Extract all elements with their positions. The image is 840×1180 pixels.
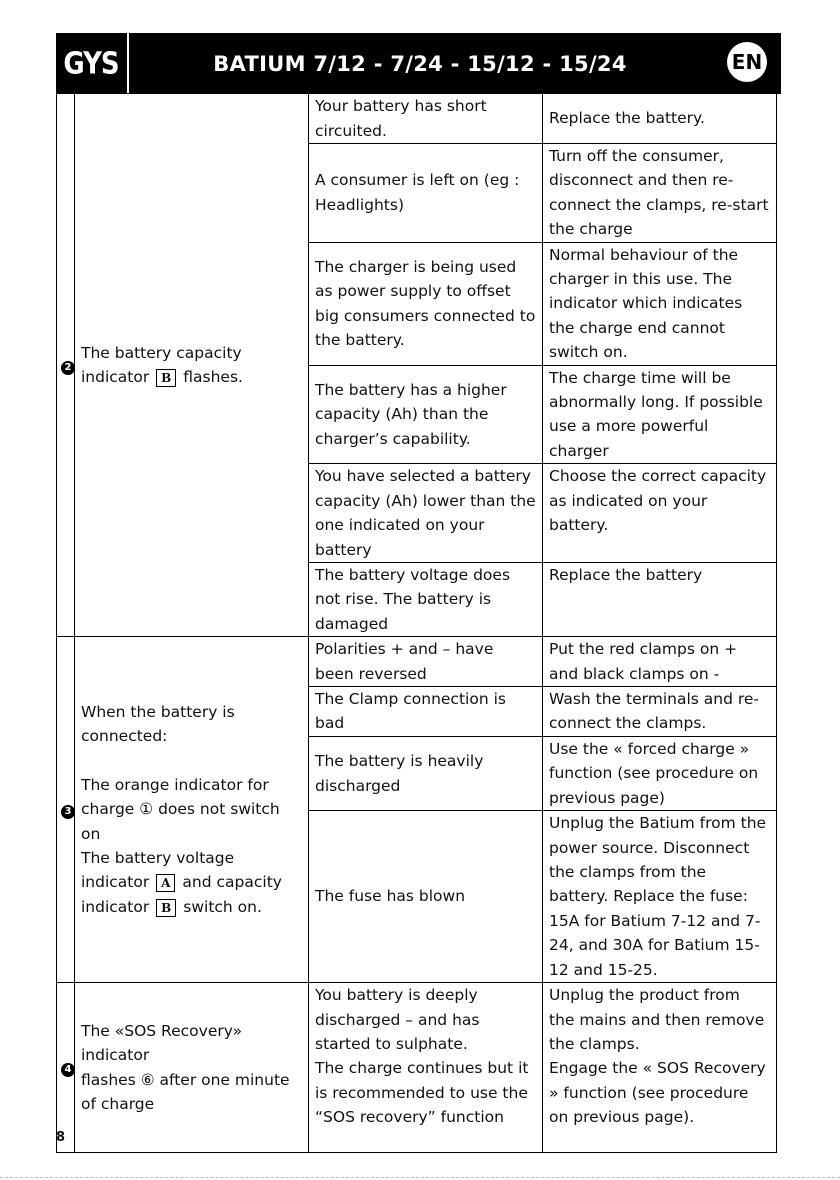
cause-cell: The Clamp connection is bad: [309, 686, 543, 736]
solution-cell: The charge time will be abnormally long. If possible use a more powerful charger: [543, 365, 777, 464]
cause-text: You battery is deeply discharged – and has started to sulphate.: [315, 986, 480, 1053]
table-row: [57, 983, 777, 1153]
section-number-3: 3: [57, 637, 75, 983]
solution-cell: Normal behaviour of the charger in this use. The indicator which indicates the charge end cannot switch on.: [543, 242, 777, 365]
cause-cell: The battery voltage does not rise. The battery is damaged: [309, 562, 543, 636]
cause-cell: The battery is heavily discharged: [309, 736, 543, 810]
solution-cell: Use the « forced charge » function (see procedure on previous page): [543, 736, 777, 810]
cause-cell: You have selected a battery capacity (Ah) lower than the one indicated on your battery: [309, 464, 543, 563]
table-row: [57, 637, 777, 687]
troubleshooting-table: [56, 93, 777, 1153]
cause-cell: The charger is being used as power supply to offset big consumers connected to the battery.: [309, 242, 543, 365]
solution-cell: [543, 983, 777, 1153]
gys-logo: GYS: [63, 46, 119, 81]
page-number: 8: [56, 1130, 66, 1145]
symptom-text: When the battery is connected:: [81, 703, 235, 746]
cause-cell: [309, 983, 543, 1153]
indicator-a-label: A: [156, 874, 175, 892]
symptom-cell: [75, 94, 309, 637]
cause-cell: Polarities + and – have been reversed: [309, 637, 543, 687]
solution-cell: Wash the terminals and re-connect the clamps.: [543, 686, 777, 736]
section-number-4: 4: [57, 983, 75, 1153]
solution-cell: Turn off the consumer, disconnect and then re-connect the clamps, re-start the charge: [543, 144, 777, 243]
indicator-b-label: B: [156, 369, 176, 387]
symptom-text: The orange indicator for charge ① does not switch on: [81, 775, 280, 843]
indicator-b-label: B: [156, 899, 176, 917]
symptom-text: The «SOS Recovery» indicator: [81, 1021, 243, 1065]
table-row: [57, 94, 777, 144]
page-title: BATIUM 7/12 - 7/24 - 15/12 - 15/24: [213, 51, 627, 76]
cause-cell: The fuse has blown: [309, 811, 543, 983]
solution-text: Unplug the product from the mains and then remove the clamps.: [549, 986, 765, 1053]
solution-cell: Replace the battery.: [543, 94, 777, 144]
footer-divider: [0, 1177, 840, 1178]
symptom-text: flashes.: [183, 368, 243, 387]
symptom-text: flashes ⑥ after one minute of charge: [81, 1070, 290, 1114]
solution-cell: Replace the battery: [543, 562, 777, 636]
symptom-cell: [75, 983, 309, 1153]
symptom-cell: [75, 637, 309, 983]
solution-cell: Choose the correct capacity as indicated on your battery.: [543, 464, 777, 563]
solution-cell: Put the red clamps on + and black clamps on -: [543, 637, 777, 687]
solution-text: Engage the « SOS Recovery » function (see procedure on previous page).: [549, 1059, 766, 1127]
cause-cell: The battery has a higher capacity (Ah) than the charger’s capability.: [309, 365, 543, 464]
cause-cell: Your battery has short circuited.: [309, 94, 543, 144]
language-badge: EN: [727, 42, 767, 82]
section-number-2: 2: [57, 94, 75, 637]
page-header: [56, 33, 781, 94]
symptom-text: The battery capacity indicator: [81, 343, 242, 387]
cause-text: The charge continues but it is recommended to use the “SOS recovery” function: [315, 1059, 529, 1127]
cause-cell: A consumer is left on (eg : Headlights): [309, 144, 543, 243]
symptom-text: The battery voltage indicator A and capacity indicator B switch on.: [81, 849, 282, 916]
solution-cell: Unplug the Batium from the power source. Disconnect the clamps from the battery. Replace the fuse: 15A for Batium 7-12 and 7-24, and 30A for Batium 15-12 and 15-25.: [543, 811, 777, 983]
